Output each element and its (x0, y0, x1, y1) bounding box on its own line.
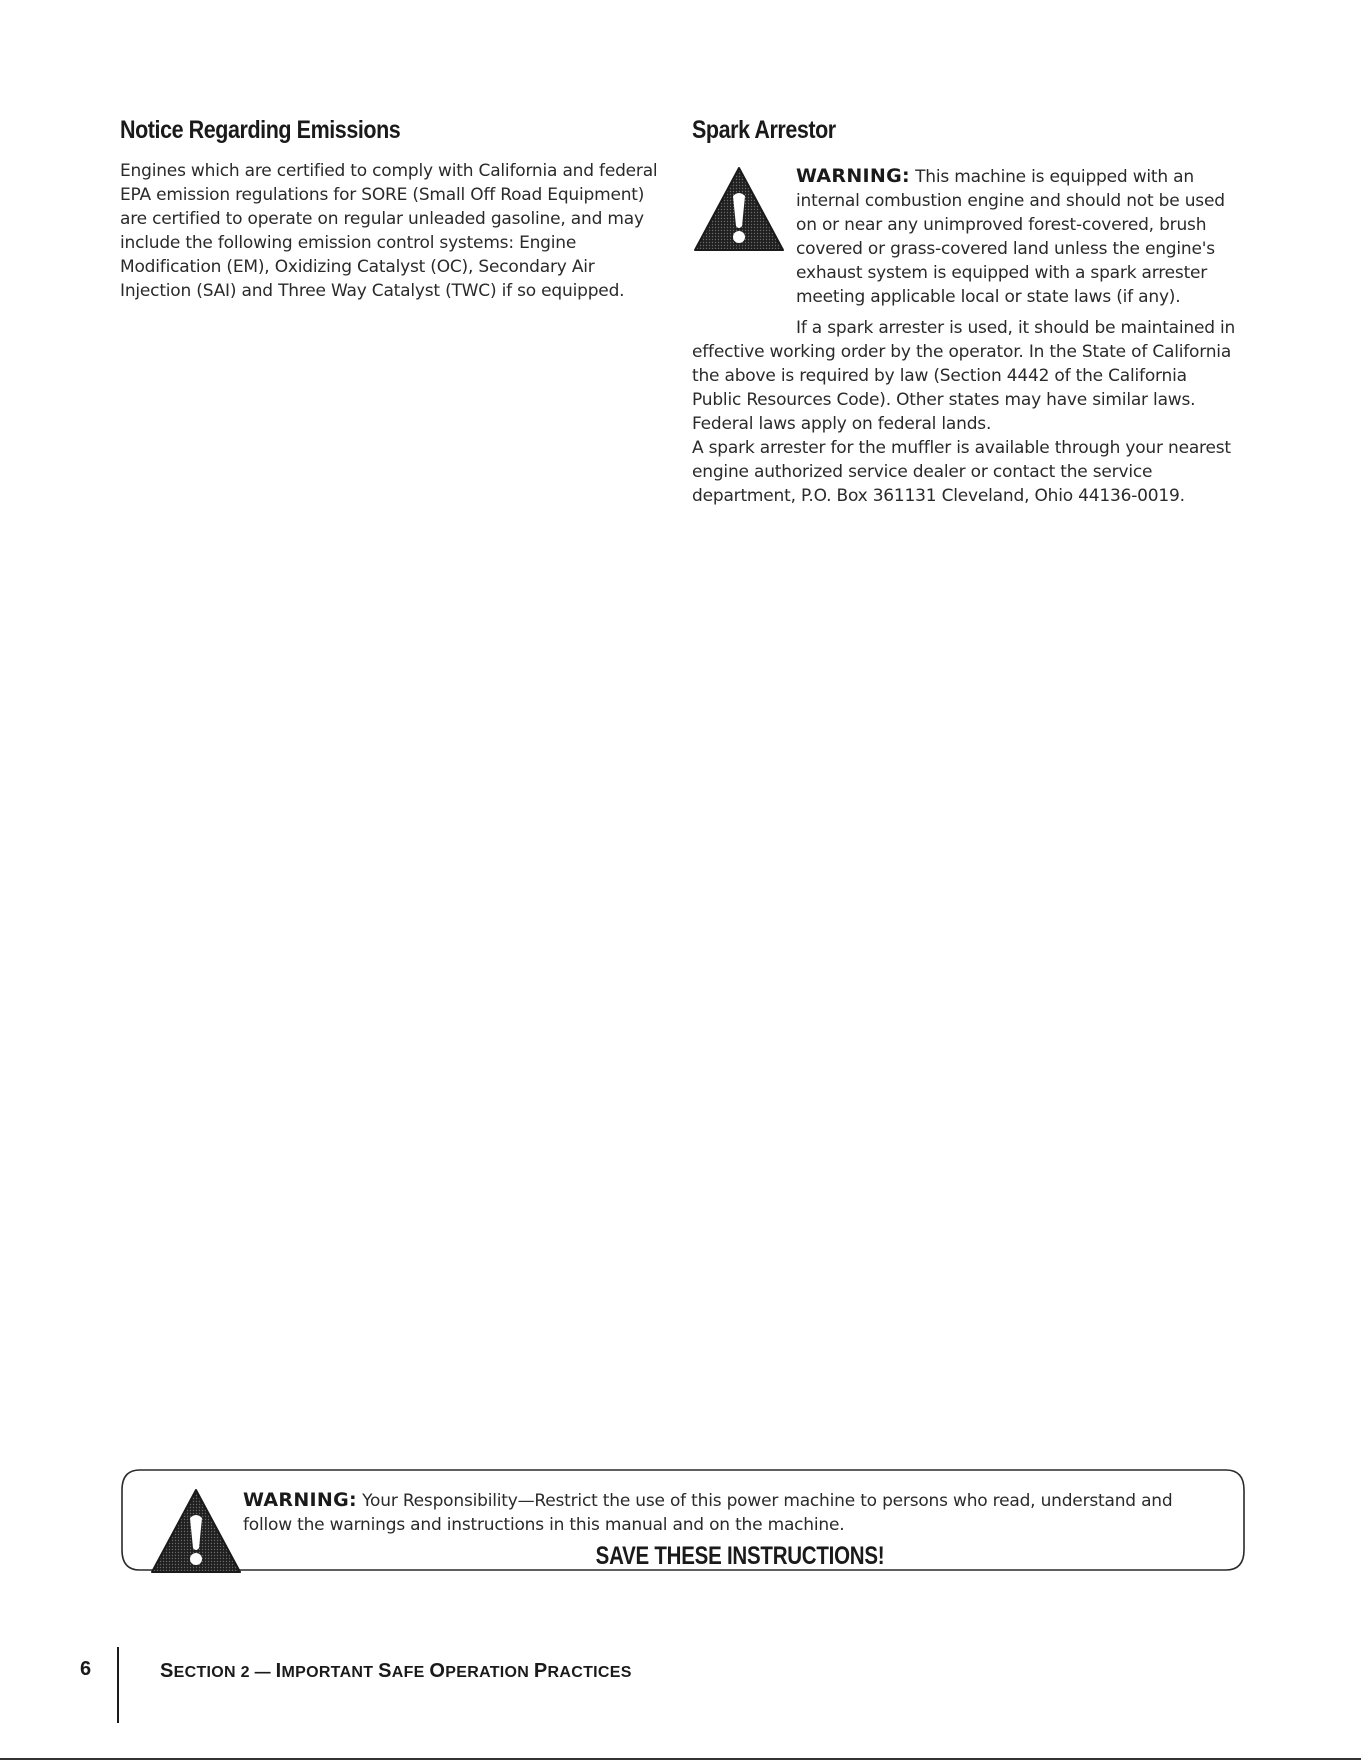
spark-warning-text: This machine is equipped with an internal combustion engine and should not be used on or near any unimproved forest-covered, brush covered or grass-covered land unless the engine's exhaust system is equipped with a spark arrester meeting applicable local or state laws (if any). (796, 167, 1225, 307)
footer-divider (117, 1647, 119, 1723)
emissions-heading: Notice Regarding Emissions (120, 116, 401, 144)
page-number: 6 (80, 1658, 92, 1680)
spark-paragraphs (692, 316, 1236, 508)
save-instructions: SAVE THESE INSTRUCTIONS! (595, 1542, 885, 1570)
footer-section-title: SECTION 2 — IMPORTANT SAFE OPERATION PRACTICES (160, 1660, 632, 1682)
spark-section (692, 116, 1236, 145)
warning-triangle-icon (693, 166, 785, 252)
emissions-body: Engines which are certified to comply with California and federal EPA emission regulations for SORE (Small Off Road Equipment) are certified to operate on regular unleaded gasoline, and may include the following emission control systems: Engine Modification (EM), Oxidizing Catalyst (OC), Secondary Air Injection (SAI) and Three Way Catalyst (TWC) if so equipped. (120, 161, 658, 301)
bottom-warning-text: Your Responsibility—Restrict the use of this power machine to persons who read, understand and follow the warnings and instructions in this manual and on the machine. (243, 1491, 1173, 1535)
spark-warning-label: WARNING: (796, 165, 910, 187)
spark-para-1: If a spark arrester is used, it should be maintained in effective working order by the operator. In the State of California the above is required by law (Section 4442 of the California Public Resources Code). Other states may have similar laws. Federal laws apply on federal lands. (692, 318, 1236, 434)
emissions-section (120, 116, 665, 303)
spark-warning (796, 164, 1236, 309)
spark-para-2: A spark arrester for the muffler is available through your nearest engine authorized service dealer or contact the service department, P.O. Box 361131 Cleveland, Ohio 44136-0019. (692, 438, 1231, 506)
page-bottom-rule (0, 1758, 1361, 1760)
bottom-warning-text-block (243, 1488, 1203, 1537)
warning-triangle-icon (150, 1488, 242, 1574)
spark-heading: Spark Arrestor (692, 116, 836, 144)
bottom-warning-label: WARNING: (243, 1489, 357, 1511)
